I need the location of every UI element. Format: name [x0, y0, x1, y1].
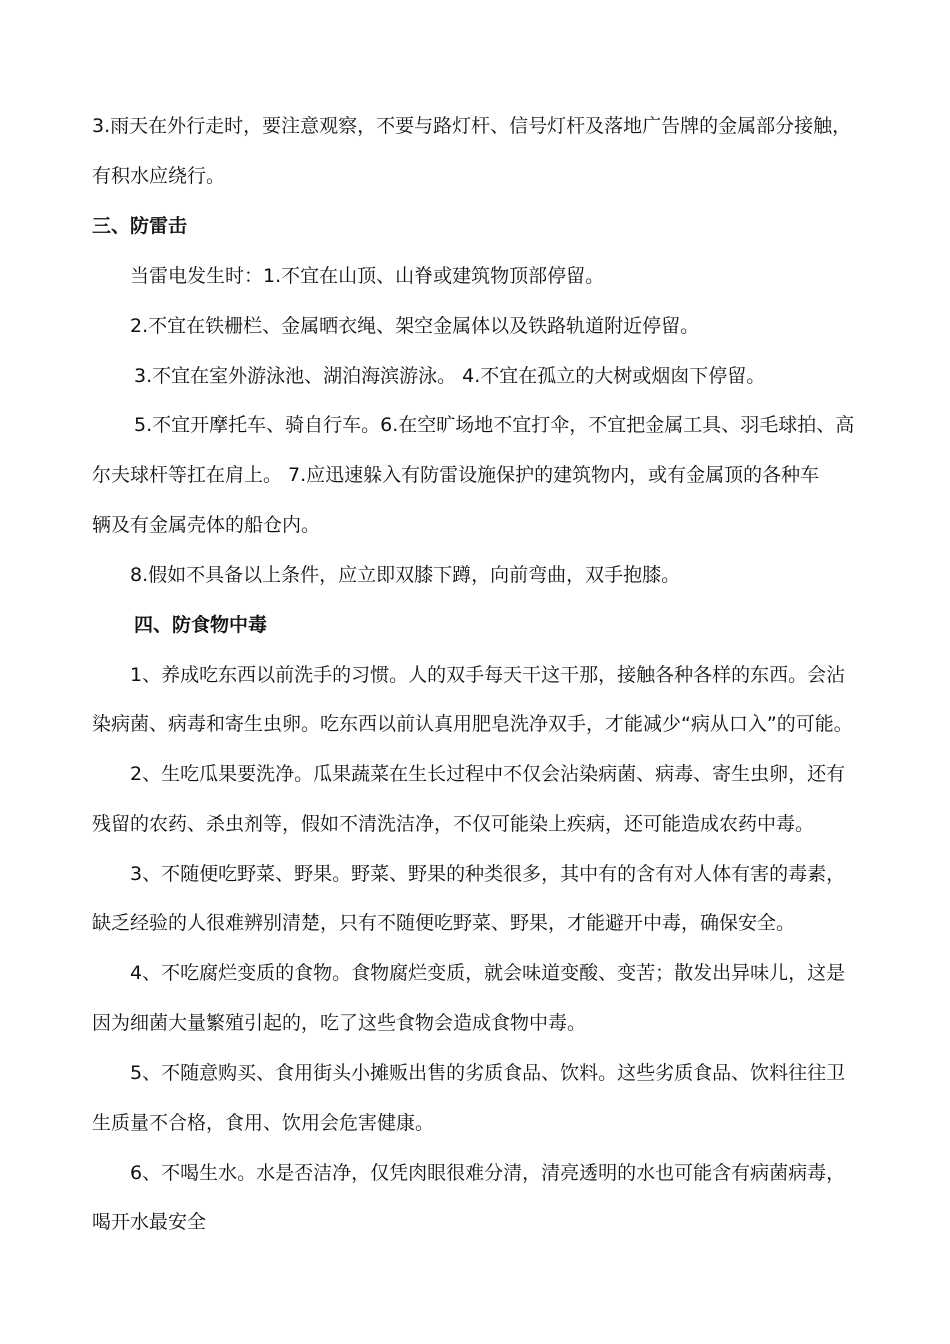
paragraph-line: 当雷电发生时：1.不宜在山顶、山脊或建筑物顶部停留。 [130, 265, 605, 287]
paragraph-line: 5、不随意购买、食用街头小摊贩出售的劣质食品、饮料。这些劣质食品、饮料往往卫 [130, 1062, 846, 1084]
section-heading-lightning: 三、防雷击 [92, 215, 188, 237]
paragraph-line: 6、不喝生水。水是否洁净，仅凭肉眼很难分清，清亮透明的水也可能含有病菌病毒， [130, 1162, 846, 1184]
paragraph-line: 8.假如不具备以上条件，应立即双膝下蹲，向前弯曲，双手抱膝。 [130, 564, 681, 586]
paragraph-line: 缺乏经验的人很难辨别清楚，只有不随便吃野菜、野果，才能避开中毒，确保安全。 [92, 912, 796, 934]
paragraph-line: 生质量不合格，食用、饮用会危害健康。 [92, 1112, 435, 1134]
paragraph-line: 3.雨天在外行走时，要注意观察，不要与路灯杆、信号灯杆及落地广告牌的金属部分接触， [92, 115, 852, 137]
paragraph-line: 3、不随便吃野菜、野果。野菜、野果的种类很多，其中有的含有对人体有害的毒素， [130, 863, 846, 885]
paragraph-line: 尔夫球杆等扛在肩上。 7.应迅速躲入有防雷设施保护的建筑物内，或有金属顶的各种车 [92, 464, 820, 486]
paragraph-line: 辆及有金属壳体的船仓内。 [92, 514, 321, 536]
paragraph-line: 1、养成吃东西以前洗手的习惯。人的双手每天干这干那，接触各种各样的东西。会沾 [130, 664, 846, 686]
paragraph-line: 2、生吃瓜果要洗净。瓜果蔬菜在生长过程中不仅会沾染病菌、病毒、寄生虫卵，还有 [130, 763, 846, 785]
paragraph-line: 3.不宜在室外游泳池、湖泊海滨游泳。 4.不宜在孤立的大树或烟囱下停留。 [134, 365, 766, 387]
paragraph-line: 残留的农药、杀虫剂等，假如不清洗洁净，不仅可能染上疾病，还可能造成农药中毒。 [92, 813, 815, 835]
paragraph-line: 喝开水最安全 [92, 1211, 207, 1233]
paragraph-line: 染病菌、病毒和寄生虫卵。吃东西以前认真用肥皂洗净双手，才能减少“病从口入”的可能。 [92, 713, 853, 735]
paragraph-line: 因为细菌大量繁殖引起的，吃了这些食物会造成食物中毒。 [92, 1012, 587, 1034]
paragraph-line: 5.不宜开摩托车、骑自行车。6.在空旷场地不宜打伞，不宜把金属工具、羽毛球拍、高 [134, 414, 855, 436]
paragraph-line: 有积水应绕行。 [92, 165, 226, 187]
paragraph-line: 4、不吃腐烂变质的食物。食物腐烂变质，就会味道变酸、变苦；散发出异味儿，这是 [130, 962, 846, 984]
paragraph-line: 2.不宜在铁栅栏、金属晒衣绳、架空金属体以及铁路轨道附近停留。 [130, 315, 700, 337]
section-heading-food-poisoning: 四、防食物中毒 [134, 614, 268, 636]
